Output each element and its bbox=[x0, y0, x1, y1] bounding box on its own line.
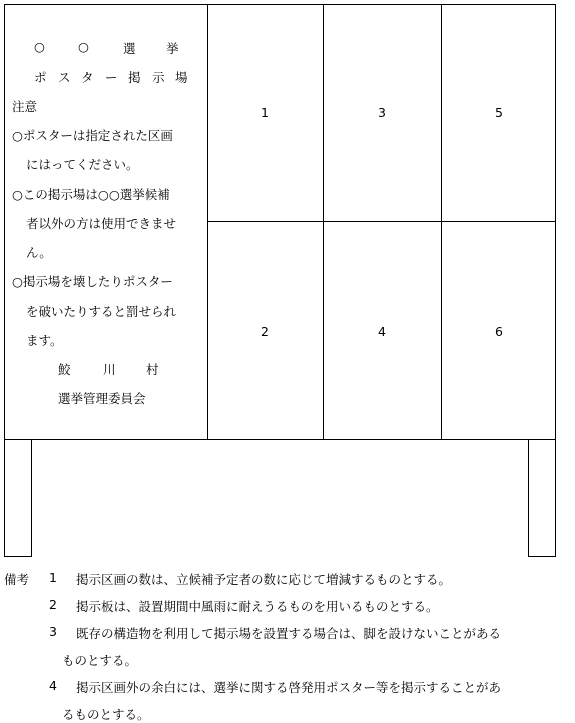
notice-text: を破いたりすると罰せられ bbox=[26, 304, 177, 319]
title-char: 選 bbox=[123, 41, 136, 56]
notice-panel bbox=[5, 5, 208, 439]
notice-text: ○掲示場を壊したりポスター bbox=[12, 274, 173, 289]
divider-vertical bbox=[323, 5, 324, 439]
board-leg-right bbox=[528, 440, 556, 557]
divider-vertical bbox=[441, 5, 442, 439]
title-char: 挙 bbox=[166, 41, 179, 56]
notice-text: ます。 bbox=[26, 333, 63, 348]
remark-number: 4 bbox=[49, 678, 57, 693]
remark-number: 1 bbox=[49, 570, 57, 585]
title-char: ポ bbox=[34, 70, 47, 85]
divider-horizontal bbox=[207, 221, 555, 222]
remarks-label: 備考 bbox=[4, 572, 30, 587]
remark-text: 掲示板は、設置期間中風雨に耐えうるものを用いるものとする。 bbox=[76, 599, 439, 614]
title-char: ○ bbox=[34, 39, 45, 54]
title-char: ス bbox=[58, 70, 71, 85]
poster-slot-number: 4 bbox=[378, 324, 386, 339]
remark-text-continued: るものとする。 bbox=[62, 707, 150, 722]
poster-board bbox=[4, 4, 556, 440]
remark-text-continued: ものとする。 bbox=[62, 653, 138, 668]
village-char: 鮫 bbox=[58, 362, 71, 377]
remark-text: 掲示区画外の余白には、選挙に関する啓発用ポスター等を掲示することがあ bbox=[76, 680, 502, 695]
village-char: 川 bbox=[103, 362, 116, 377]
village-char: 村 bbox=[146, 362, 159, 377]
poster-slot-number: 6 bbox=[495, 324, 503, 339]
notice-text: ん。 bbox=[26, 245, 52, 260]
remark-number: 3 bbox=[49, 624, 57, 639]
committee-name: 選挙管理委員会 bbox=[58, 391, 146, 406]
title-char: 場 bbox=[175, 70, 188, 85]
title-char: 示 bbox=[152, 70, 165, 85]
remark-number: 2 bbox=[49, 597, 57, 612]
caution-label: 注意 bbox=[12, 99, 38, 114]
remark-text: 既存の構造物を利用して掲示場を設置する場合は、脚を設けないことがある bbox=[76, 626, 502, 641]
board-leg-left bbox=[4, 440, 32, 557]
poster-slot-number: 5 bbox=[495, 105, 503, 120]
title-char: ー bbox=[105, 70, 118, 85]
notice-text: ○この掲示場は○○選挙候補 bbox=[12, 187, 170, 202]
title-char: タ bbox=[81, 70, 94, 85]
remark-text: 掲示区画の数は、立候補予定者の数に応じて増減するものとする。 bbox=[76, 572, 452, 587]
notice-text: 者以外の方は使用できませ bbox=[26, 216, 177, 231]
poster-slot-number: 2 bbox=[261, 324, 269, 339]
poster-slot-number: 3 bbox=[378, 105, 386, 120]
notice-text: にはってください。 bbox=[26, 157, 139, 172]
poster-slot-number: 1 bbox=[261, 105, 269, 120]
notice-text: ○ポスターは指定された区画 bbox=[12, 128, 173, 143]
title-char: ○ bbox=[78, 39, 89, 54]
title-char: 掲 bbox=[128, 70, 141, 85]
